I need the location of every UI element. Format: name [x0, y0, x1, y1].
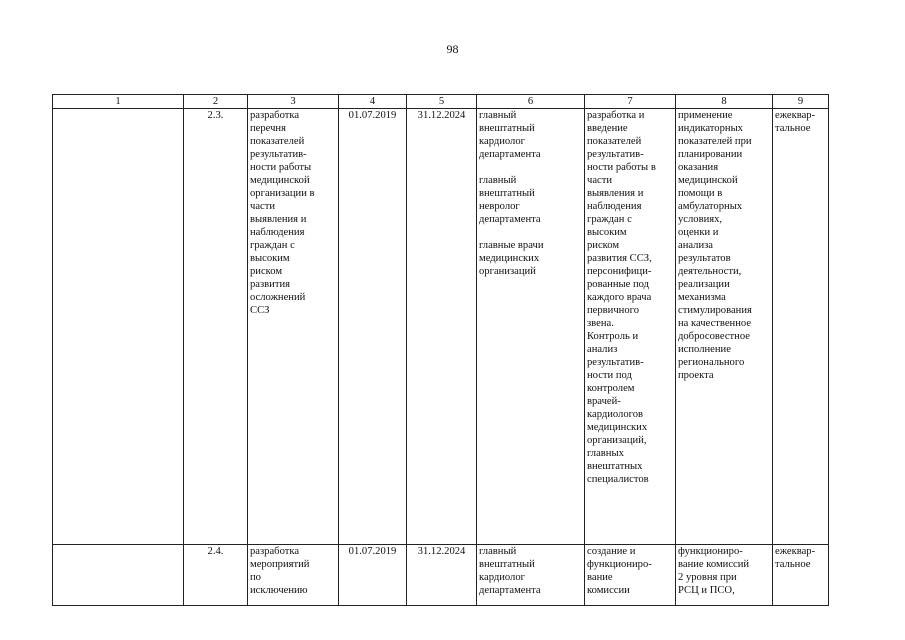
text-line: ности под — [587, 370, 632, 381]
text-line: граждан с — [250, 240, 295, 251]
text-line: риском — [587, 240, 620, 251]
text-line: реализации — [678, 279, 730, 290]
text-line: анализа — [678, 240, 714, 251]
column-header: 9 — [773, 95, 829, 109]
text-line: показателей — [587, 136, 642, 147]
column-header: 3 — [248, 95, 339, 109]
responsible-line: кардиолог — [479, 572, 525, 583]
start-date: 01.07.2019 — [339, 109, 407, 545]
responsible-line: главный — [479, 175, 517, 186]
responsible-line: кардиолог — [479, 136, 525, 147]
group-gap — [479, 226, 582, 239]
text-line: развития — [250, 279, 291, 290]
text-line: первичного — [587, 305, 640, 316]
column-header: 8 — [676, 95, 773, 109]
responsible-line: департамента — [479, 214, 541, 225]
text-line: введение — [587, 123, 628, 134]
result-cell — [585, 545, 676, 606]
text-line: главных — [587, 448, 624, 459]
responsible-cell — [477, 545, 585, 606]
text-line: деятельности, — [678, 266, 742, 277]
text-line: функциониро- — [678, 546, 743, 557]
text-line: тальное — [775, 123, 811, 134]
text-line: исполнение — [678, 344, 731, 355]
text-line: разработка и — [587, 110, 645, 121]
text-line: исключению — [250, 585, 308, 596]
text-line: перечня — [250, 123, 286, 134]
text-line: звена. — [587, 318, 614, 329]
text-line: на качественное — [678, 318, 752, 329]
text-line: наблюдения — [250, 227, 305, 238]
responsible-line: департамента — [479, 149, 541, 160]
column-header: 4 — [339, 95, 407, 109]
text-line: по — [250, 572, 261, 583]
table-row — [53, 545, 829, 606]
responsible-cell — [477, 109, 585, 545]
text-line: результатив- — [587, 149, 644, 160]
text-line: ежеквар- — [775, 110, 816, 121]
column-header: 5 — [407, 95, 477, 109]
plan-table — [52, 94, 829, 606]
column-header: 7 — [585, 95, 676, 109]
text-line: планировании — [678, 149, 743, 160]
text-line: результатов — [678, 253, 731, 264]
item-number: 2.4. — [184, 545, 248, 606]
end-date: 31.12.2024 — [407, 545, 477, 606]
text-line: риском — [250, 266, 283, 277]
column-header: 1 — [53, 95, 184, 109]
text-line: врачей- — [587, 396, 621, 407]
text-line: показателей — [250, 136, 305, 147]
text-line: Контроль и — [587, 331, 639, 342]
text-line: РСЦ и ПСО, — [678, 585, 735, 596]
text-line: создание и — [587, 546, 636, 557]
table-row — [53, 109, 829, 545]
text-line: тальное — [775, 559, 811, 570]
text-line: организации в — [250, 188, 315, 199]
text-line: контролем — [587, 383, 635, 394]
text-line: применение — [678, 110, 733, 121]
responsible-line: внештатный — [479, 188, 535, 199]
start-date: 01.07.2019 — [339, 545, 407, 606]
header-row — [53, 95, 829, 109]
text-line: результатив- — [250, 149, 307, 160]
page-number: 98 — [446, 42, 459, 56]
text-line: анализ — [587, 344, 618, 355]
text-line: граждан с — [587, 214, 632, 225]
text-line: выявления и — [587, 188, 644, 199]
responsible-line: внештатный — [479, 123, 535, 134]
text-line: выявления и — [250, 214, 307, 225]
item-number: 2.3. — [184, 109, 248, 545]
text-line: добросовестное — [678, 331, 750, 342]
text-line: помощи в — [678, 188, 723, 199]
text-line: наблюдения — [587, 201, 642, 212]
responsible-line: медицинских — [479, 253, 540, 264]
text-line: 2 уровня при — [678, 572, 737, 583]
periodicity-cell — [773, 545, 829, 606]
indicator-cell — [676, 545, 773, 606]
text-line: комиссии — [587, 585, 630, 596]
text-line: разработка — [250, 546, 300, 557]
text-line: ности работы в — [587, 162, 656, 173]
responsible-line: организаций — [479, 266, 536, 277]
text-line: персонифици- — [587, 266, 652, 277]
text-line: высоким — [250, 253, 290, 264]
text-line: вание — [587, 572, 613, 583]
activity-cell — [248, 109, 339, 545]
text-line: кардиологов — [587, 409, 644, 420]
text-line: ности работы — [250, 162, 312, 173]
text-line: результатив- — [587, 357, 644, 368]
cell-empty — [53, 545, 184, 606]
text-line: регионального — [678, 357, 745, 368]
text-line: каждого врача — [587, 292, 652, 303]
text-line: функциониро- — [587, 559, 652, 570]
end-date: 31.12.2024 — [407, 109, 477, 545]
text-line: высоким — [587, 227, 627, 238]
responsible-line: главный — [479, 546, 517, 557]
text-line: медицинской — [678, 175, 738, 186]
result-cell — [585, 109, 676, 545]
text-line: стимулирования — [678, 305, 752, 316]
text-line: ежеквар- — [775, 546, 816, 557]
column-header: 6 — [477, 95, 585, 109]
text-line: рованные под — [587, 279, 650, 290]
text-line: разработка — [250, 110, 300, 121]
text-line: механизма — [678, 292, 726, 303]
cell-empty — [53, 109, 184, 545]
text-line: осложнений — [250, 292, 306, 303]
text-line: внештатных — [587, 461, 643, 472]
responsible-line: департамента — [479, 585, 541, 596]
responsible-line: внештатный — [479, 559, 535, 570]
text-line: амбулаторных — [678, 201, 743, 212]
text-line: ССЗ — [250, 305, 270, 316]
text-line: индикаторных — [678, 123, 743, 134]
text-line: части — [587, 175, 613, 186]
text-line: оказания — [678, 162, 719, 173]
text-line: специалистов — [587, 474, 649, 485]
group-gap — [479, 161, 582, 174]
text-line: вание комиссий — [678, 559, 750, 570]
responsible-line: главные врачи — [479, 240, 544, 251]
text-line: проекта — [678, 370, 714, 381]
indicator-cell — [676, 109, 773, 545]
text-line: условиях, — [678, 214, 723, 225]
text-line: оценки и — [678, 227, 719, 238]
text-line: развития ССЗ, — [587, 253, 652, 264]
text-line: показателей при — [678, 136, 752, 147]
text-line: мероприятий — [250, 559, 310, 570]
text-line: части — [250, 201, 276, 212]
column-header: 2 — [184, 95, 248, 109]
responsible-line: невролог — [479, 201, 520, 212]
text-line: медицинской — [250, 175, 310, 186]
text-line: организаций, — [587, 435, 647, 446]
responsible-line: главный — [479, 110, 517, 121]
activity-cell — [248, 545, 339, 606]
text-line: медицинских — [587, 422, 648, 433]
periodicity-cell — [773, 109, 829, 545]
